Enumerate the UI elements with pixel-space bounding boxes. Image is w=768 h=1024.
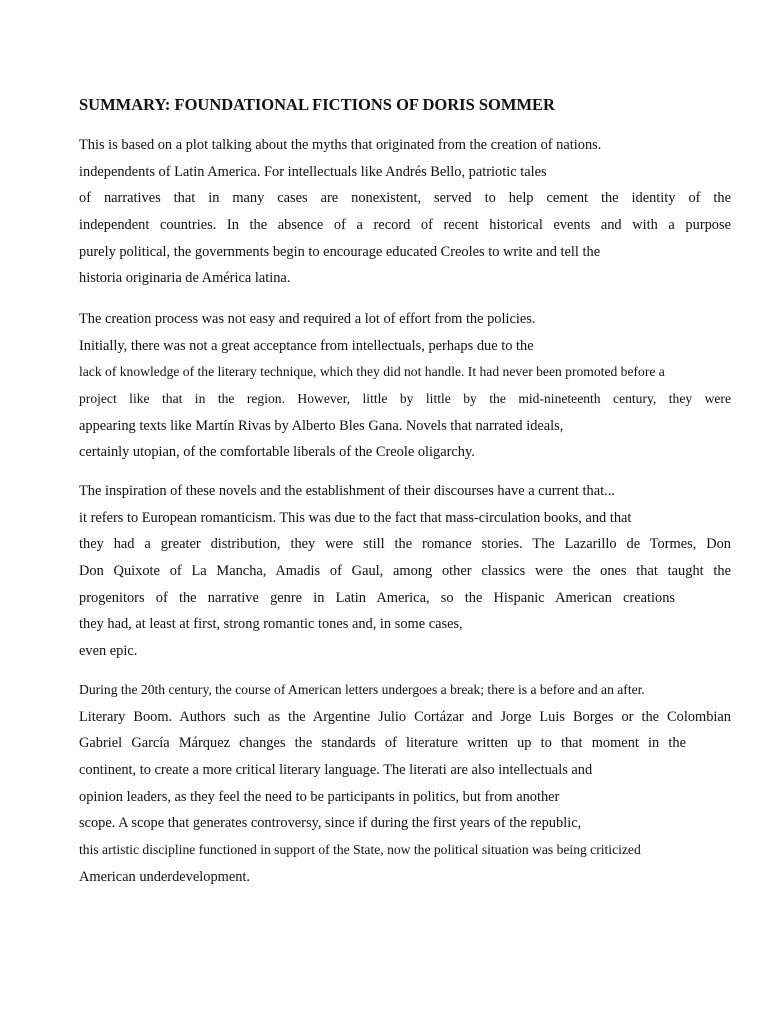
text-line: The inspiration of these novels and the establishment of their discourses have a current that... xyxy=(79,483,615,499)
text-line: certainly utopian, of the comfortable liberals of the Creole oligarchy. xyxy=(79,444,475,461)
text-line: scope. A scope that generates controversy, since if during the first years of the republic, xyxy=(79,815,582,832)
text-line: independent countries. In the absence of a record of recent historical events and with a purpose xyxy=(79,217,731,234)
text-line: project like that in the region. However, little by little by the mid-nineteenth century, they were xyxy=(79,391,731,407)
text-line: they had a greater distribution, they were still the romance stories. The Lazarillo de Tormes, Don xyxy=(79,536,731,553)
text-line: of narratives that in many cases are nonexistent, served to help cement the identity of the xyxy=(79,190,731,207)
text-line: they had, at least at first, strong romantic tones and, in some cases, xyxy=(79,616,463,633)
text-line: independents of Latin America. For intellectuals like Andrés Bello, patriotic tales xyxy=(79,163,547,180)
text-line: purely political, the governments begin to encourage educated Creoles to write and tell the xyxy=(79,243,601,260)
text-line: Gabriel García Márquez changes the standards of literature written up to that moment in the xyxy=(79,735,686,752)
text-line: American underdevelopment. xyxy=(79,868,251,885)
text-line: progenitors of the narrative genre in Latin America, so the Hispanic American creations xyxy=(79,589,675,606)
paragraph-4 xyxy=(79,677,731,891)
text-line: Don Quixote of La Mancha, Amadis of Gaul, among other classics were the ones that taught the xyxy=(79,563,731,580)
text-line: opinion leaders, as they feel the need to be participants in politics, but from another xyxy=(79,788,560,805)
text-line: This is based on a plot talking about the myths that originated from the creation of nations. xyxy=(79,137,602,153)
paragraph-3 xyxy=(79,478,731,665)
paragraph-2 xyxy=(79,306,731,466)
text-line: historia originaria de América latina. xyxy=(79,270,291,287)
text-line: this artistic discipline functioned in support of the State, now the political situation was being criticized xyxy=(79,842,641,858)
text-line: During the 20th century, the course of American letters undergoes a break; there is a before and an after. xyxy=(79,682,645,697)
text-line: it refers to European romanticism. This was due to the fact that mass-circulation books, and that xyxy=(79,509,632,526)
text-line: lack of knowledge of the literary technique, which they did not handle. It had never been promoted before a xyxy=(79,364,665,380)
text-line: continent, to create a more critical literary language. The literati are also intellectuals and xyxy=(79,762,593,779)
text-line: even epic. xyxy=(79,643,138,660)
paragraph-1 xyxy=(79,132,731,292)
text-line: Literary Boom. Authors such as the Argentine Julio Cortázar and Jorge Luis Borges or the Colombian xyxy=(79,708,731,725)
document-title: SUMMARY: FOUNDATIONAL FICTIONS OF DORIS SOMMER xyxy=(79,95,555,114)
text-line: The creation process was not easy and required a lot of effort from the policies. xyxy=(79,311,536,327)
text-line: Initially, there was not a great acceptance from intellectuals, perhaps due to the xyxy=(79,337,534,354)
text-line: appearing texts like Martín Rivas by Alberto Bles Gana. Novels that narrated ideals, xyxy=(79,417,564,434)
